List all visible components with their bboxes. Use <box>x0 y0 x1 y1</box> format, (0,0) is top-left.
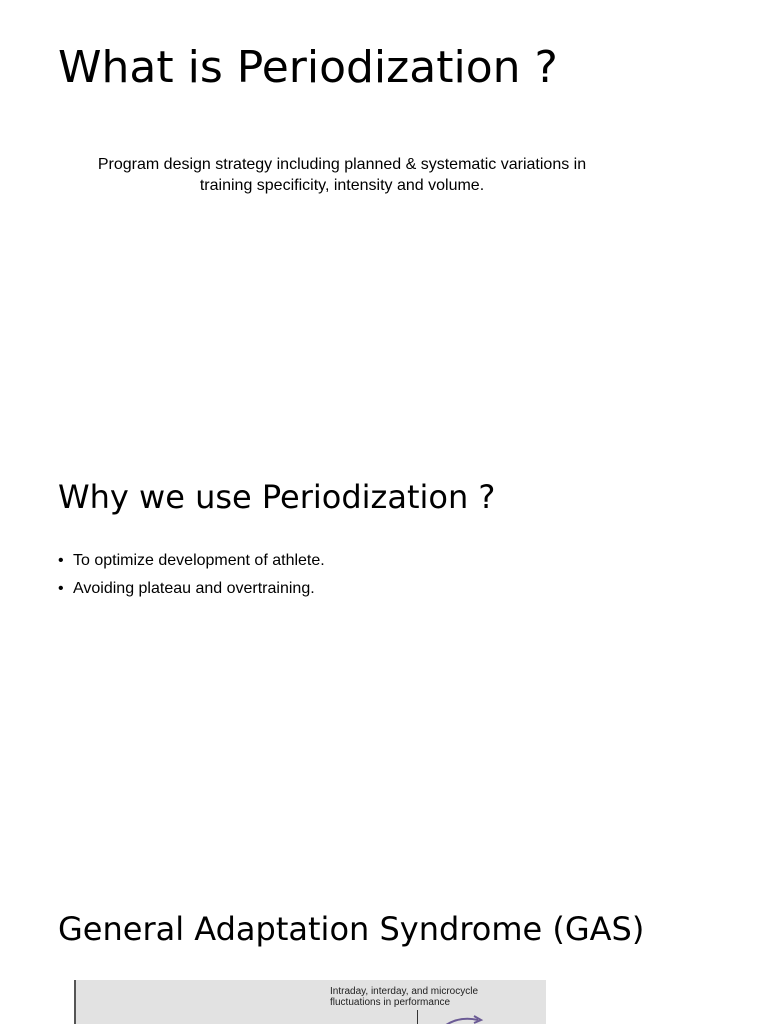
definition-line-2: training specificity, intensity and volume. <box>199 177 485 194</box>
bullet-icon: • <box>58 552 64 569</box>
list-item <box>58 578 325 599</box>
slide-title-why-periodization: Why we use Periodization ? <box>58 478 496 516</box>
periodization-definition <box>58 154 626 196</box>
reasons-list <box>58 550 325 606</box>
list-item-text: To optimize development of athlete. <box>73 552 325 569</box>
list-item <box>58 550 325 571</box>
bullet-icon: • <box>58 580 64 597</box>
figure-caption <box>330 986 478 1008</box>
figure-caption-line-1: Intraday, interday, and microcycle <box>330 986 479 997</box>
figure-axis-line <box>417 1010 418 1024</box>
slide-title-gas: General Adaptation Syndrome (GAS) <box>58 910 645 948</box>
gas-figure <box>74 980 546 1024</box>
slide-title-periodization: What is Periodization ? <box>58 42 558 93</box>
definition-line-1: Program design strategy including planned & systematic variations in <box>97 156 587 173</box>
list-item-text: Avoiding plateau and overtraining. <box>73 580 315 597</box>
curved-arrow-icon <box>444 1014 484 1024</box>
figure-caption-line-2: fluctuations in performance <box>330 997 451 1008</box>
